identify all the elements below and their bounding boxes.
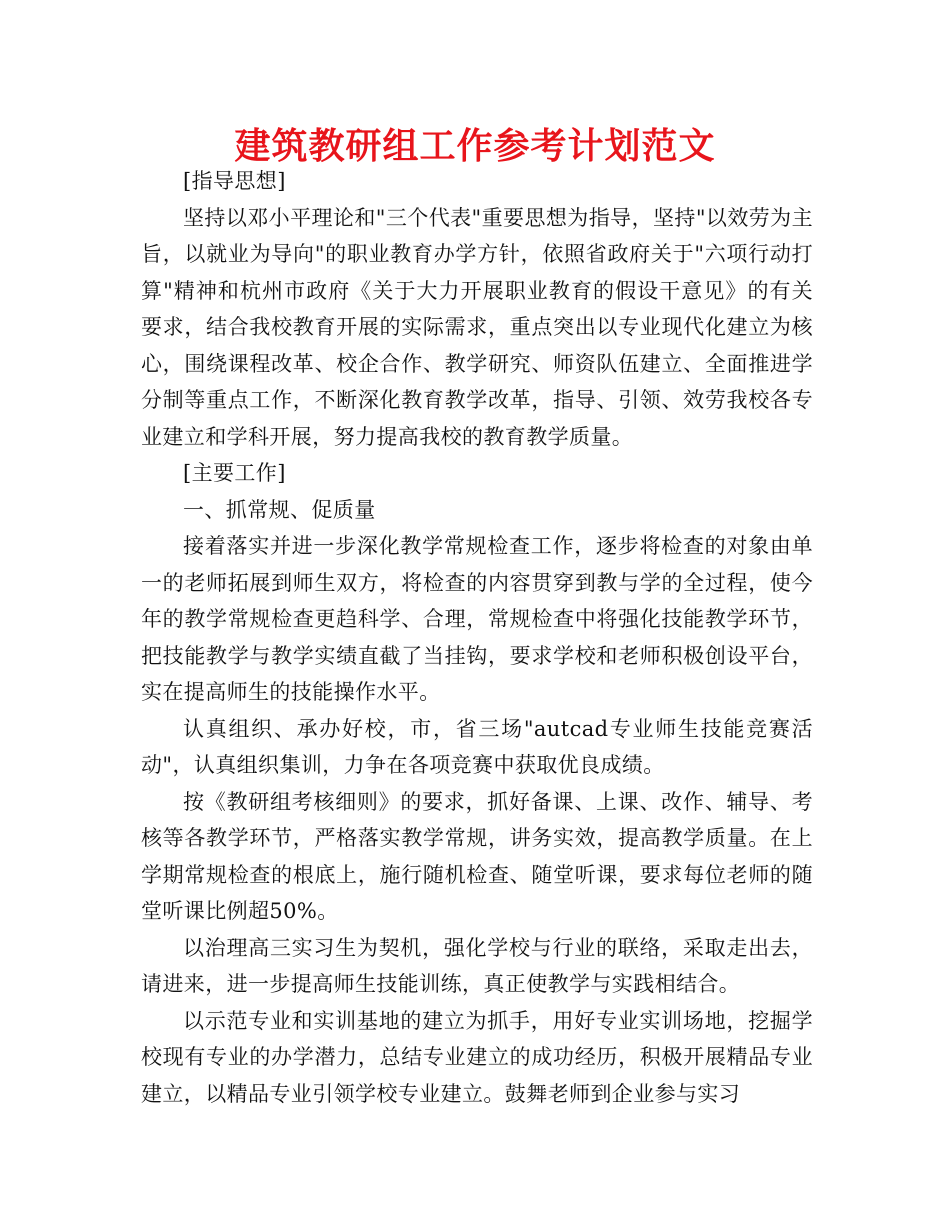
paragraph-assessment-rules: 按《教研组考核细则》的要求，抓好备课、上课、改作、辅导、考核等各教学环节，严格落实教学常规，讲务实效，提高教学质量。在上学期常规检查的根底上，施行随机检查、随堂听课，要求每位老师的随堂听课比例超50%。 <box>141 789 813 923</box>
paragraph-guiding-ideology: 坚持以邓小平理论和"三个代表"重要思想为指导，坚持"以效劳为主旨，以就业为导向"的职业教育办学方针，依照省政府关于"六项行动打算"精神和杭州市政府《关于大力开展职业教育的假设干意见》的有关要求，结合我校教育开展的实际需求，重点突出以专业现代化建立为核心，围绕课程改革、校企合作、教学研究、师资队伍建立、全面推进学分制等重点工作，不断深化教育教学改革，指导、引领、效劳我校各专业建立和学科开展，努力提高我校的教育教学质量。 <box>141 205 813 449</box>
section-heading-guiding-ideology: [指导思想] <box>183 169 286 193</box>
paragraph-model-major: 以示范专业和实训基地的建立为抓手，用好专业实训场地，挖掘学校现有专业的办学潜力，总结专业建立的成功经历，积极开展精品专业建立，以精品专业引领学校专业建立。鼓舞老师到企业参与实习 <box>141 1008 813 1106</box>
paragraph-autocad-competition: 认真组织、承办好校，市，省三场"autcad专业师生技能竞赛活动"，认真组织集训，力争在各项竞赛中获取优良成绩。 <box>141 716 813 777</box>
document-body <box>141 163 813 1112</box>
section-heading-main-work: [主要工作] <box>183 461 286 485</box>
paragraph-internship: 以治理高三实习生为契机，强化学校与行业的联络，采取走出去，请进来，进一步提高师生技能训练，真正使教学与实践相结合。 <box>141 935 813 996</box>
document-title: 建筑教研组工作参考计划范文 <box>234 125 716 167</box>
subsection-heading-routine-quality: 一、抓常规、促质量 <box>183 497 376 522</box>
paragraph-routine-inspection: 接着落实并进一步深化教学常规检查工作，逐步将检查的对象由单一的老师拓展到师生双方，将检查的内容贯穿到教与学的全过程，使今年的教学常规检查更趋科学、合理，常规检查中将强化技能教学环节，把技能教学与教学实绩直截了当挂钩，要求学校和老师积极创设平台，实在提高师生的技能操作水平。 <box>141 534 813 704</box>
